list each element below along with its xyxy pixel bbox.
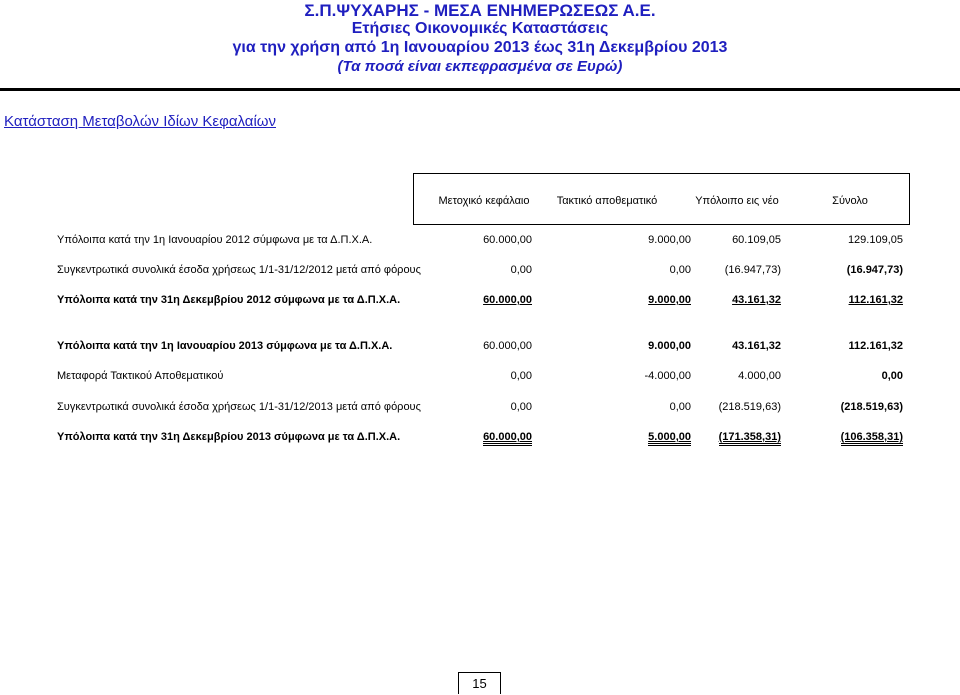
cell-retained-earnings: 43.161,32 — [732, 294, 781, 306]
table-row — [0, 431, 960, 445]
cell-share-capital: 60.000,00 — [483, 431, 532, 446]
cell-share-capital: 60.000,00 — [483, 234, 532, 246]
cell-retained-earnings: 60.109,05 — [732, 234, 781, 246]
company-title: Σ.Π.ΨΥΧΑΡΗΣ - ΜΕΣΑ ΕΝΗΜΕΡΩΣΕΩΣ Α.Ε. — [304, 1, 656, 20]
cell-share-capital: 0,00 — [510, 264, 532, 276]
column-header-retained-earnings: Υπόλοιπο εις νέο — [695, 195, 779, 207]
row-label: Συγκεντρωτικά συνολικά έσοδα χρήσεως 1/1-31/12/2012 μετά από φόρους — [57, 264, 421, 276]
cell-legal-reserve: 5.000,00 — [648, 431, 691, 446]
cell-retained-earnings: (171.358,31) — [719, 431, 781, 446]
cell-total: 0,00 — [881, 370, 903, 382]
table-row — [0, 370, 960, 384]
row-label: Μεταφορά Τακτικού Αποθεματικού — [57, 370, 224, 382]
table-row — [0, 234, 960, 248]
cell-retained-earnings: (16.947,73) — [724, 264, 781, 276]
page-number: 15 — [458, 672, 501, 694]
cell-legal-reserve: 0,00 — [669, 401, 691, 413]
cell-legal-reserve: -4.000,00 — [644, 370, 691, 382]
cell-share-capital: 60.000,00 — [483, 294, 532, 306]
cell-total: 129.109,05 — [847, 234, 903, 246]
row-label: Υπόλοιπα κατά την 31η Δεκεμβρίου 2013 σύμφωνα με τα Δ.Π.Χ.Α. — [57, 431, 401, 443]
cell-legal-reserve: 9.000,00 — [648, 234, 691, 246]
cell-share-capital: 60.000,00 — [483, 340, 532, 352]
row-label: Υπόλοιπα κατά την 31η Δεκεμβρίου 2012 σύμφωνα με τα Δ.Π.Χ.Α. — [57, 294, 401, 306]
cell-total: (106.358,31) — [841, 431, 903, 446]
cell-legal-reserve: 9.000,00 — [648, 340, 691, 352]
cell-total: (16.947,73) — [846, 264, 903, 276]
cell-legal-reserve: 9.000,00 — [648, 294, 691, 306]
row-label: Υπόλοιπα κατά την 1η Ιανουαρίου 2013 σύμφωνα με τα Δ.Π.Χ.Α. — [57, 340, 393, 352]
cell-retained-earnings: (218.519,63) — [718, 401, 781, 413]
cell-total: 112.161,32 — [848, 294, 903, 306]
row-label: Υπόλοιπα κατά την 1η Ιανουαρίου 2012 σύμφωνα με τα Δ.Π.Χ.Α. — [57, 234, 373, 246]
column-header-share-capital: Μετοχικό κεφάλαιο — [438, 195, 530, 207]
table-row — [0, 401, 960, 415]
column-header-total: Σύνολο — [832, 195, 868, 207]
report-subtitle: Ετήσιες Οικονομικές Καταστάσεις — [351, 20, 609, 37]
cell-retained-earnings: 4.000,00 — [738, 370, 781, 382]
currency-note: (Τα ποσά είναι εκπεφρασμένα σε Ευρώ) — [337, 58, 623, 75]
cell-total: 112.161,32 — [848, 340, 903, 352]
section-title: Κατάσταση Μεταβολών Ιδίων Κεφαλαίων — [4, 113, 276, 130]
cell-share-capital: 0,00 — [510, 370, 532, 382]
table-row — [0, 294, 960, 308]
cell-total: (218.519,63) — [840, 401, 903, 413]
cell-legal-reserve: 0,00 — [669, 264, 691, 276]
report-period: για την χρήση από 1η Ιανουαρίου 2013 έως 31η Δεκεμβρίου 2013 — [232, 39, 728, 56]
table-row — [0, 264, 960, 278]
column-header-legal-reserve: Τακτικό αποθεματικό — [556, 195, 658, 207]
cell-share-capital: 0,00 — [510, 401, 532, 413]
cell-retained-earnings: 43.161,32 — [732, 340, 781, 352]
header-divider — [0, 88, 960, 91]
row-label: Συγκεντρωτικά συνολικά έσοδα χρήσεως 1/1-31/12/2013 μετά από φόρους — [57, 401, 421, 413]
table-row — [0, 340, 960, 354]
